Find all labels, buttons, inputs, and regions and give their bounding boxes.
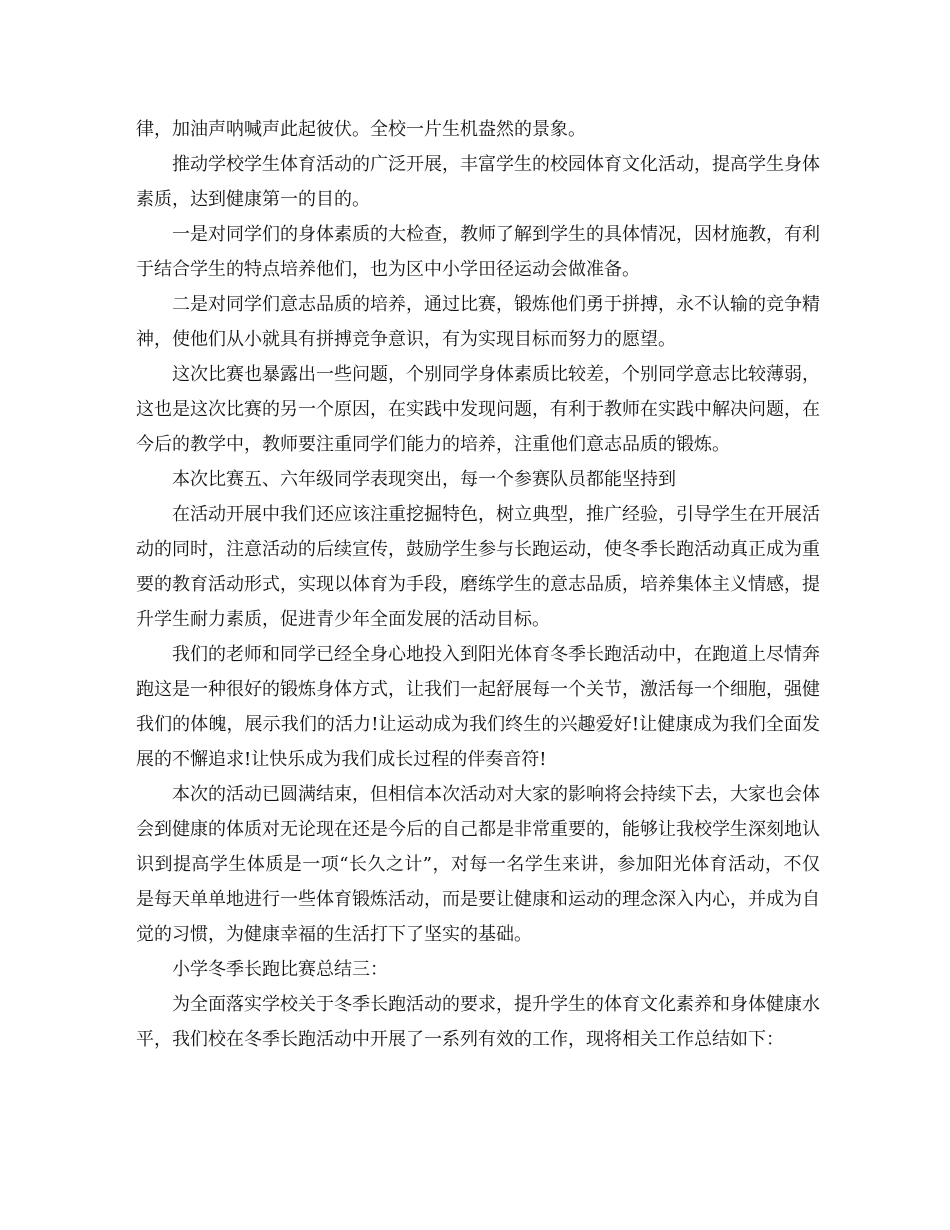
paragraph: 我们的老师和同学已经全身心地投入到阳光体育冬季长跑活动中，在跑道上尽情奔跑这是一种很好的锻炼身体方式，让我们一起舒展每一个关节，激活每一个细胞，强健我们的体魄，展示我们的活力!让运动成为我们终生的兴趣爱好!让健康成为我们全面发展的不懈追求!让快乐成为我们成长过程的伴奏音符! [136,644,820,770]
section-heading: 小学冬季长跑比赛总结三： [172,959,388,980]
paragraph: 在活动开展中我们还应该注重挖掘特色，树立典型，推广经验，引导学生在开展活动的同时，注意活动的后续宣传，鼓励学生参与长跑运动，使冬季长跑活动真正成为重要的教育活动形式，实现以体育为手段，磨练学生的意志品质，培养集体主义情感，提升学生耐力素质，促进青少年全面发展的活动目标。 [136,504,820,630]
paragraph: 律，加油声呐喊声此起彼伏。全校一片生机盎然的景象。 [136,119,586,140]
document-body [136,112,820,1057]
paragraph: 一是对同学们的身体素质的大检查，教师了解到学生的具体情况，因材施教，有利于结合学生的特点培养他们，也为区中小学田径运动会做准备。 [136,224,820,280]
paragraph: 推动学校学生体育活动的广泛开展，丰富学生的校园体育文化活动，提高学生身体素质，达到健康第一的目的。 [136,154,820,210]
paragraph: 这次比赛也暴露出一些问题，个别同学身体素质比较差，个别同学意志比较薄弱，这也是这次比赛的另一个原因，在实践中发现问题，有利于教师在实践中解决问题，在今后的教学中，教师要注重同学们能力的培养，注重他们意志品质的锻炼。 [136,364,820,455]
paragraph: 本次的活动已圆满结束，但相信本次活动对大家的影响将会持续下去，大家也会体会到健康的体质对无论现在还是今后的自己都是非常重要的，能够让我校学生深刻地认识到提高学生体质是一项“长久之计”，对每一名学生来讲，参加阳光体育活动，不仅是每天单单地进行一些体育锻炼活动，而是要让健康和运动的理念深入内心，并成为自觉的习惯，为健康幸福的生活打下了坚实的基础。 [136,784,820,945]
paragraph: 二是对同学们意志品质的培养，通过比赛，锻炼他们勇于拼搏，永不认输的竞争精神，使他们从小就具有拼搏竞争意识，有为实现目标而努力的愿望。 [136,294,820,350]
paragraph: 为全面落实学校关于冬季长跑活动的要求，提升学生的体育文化素养和身体健康水平，我们校在冬季长跑活动中开展了一系列有效的工作，现将相关工作总结如下： [136,994,820,1050]
paragraph: 本次比赛五、六年级同学表现突出，每一个参赛队员都能坚持到 [172,469,676,490]
